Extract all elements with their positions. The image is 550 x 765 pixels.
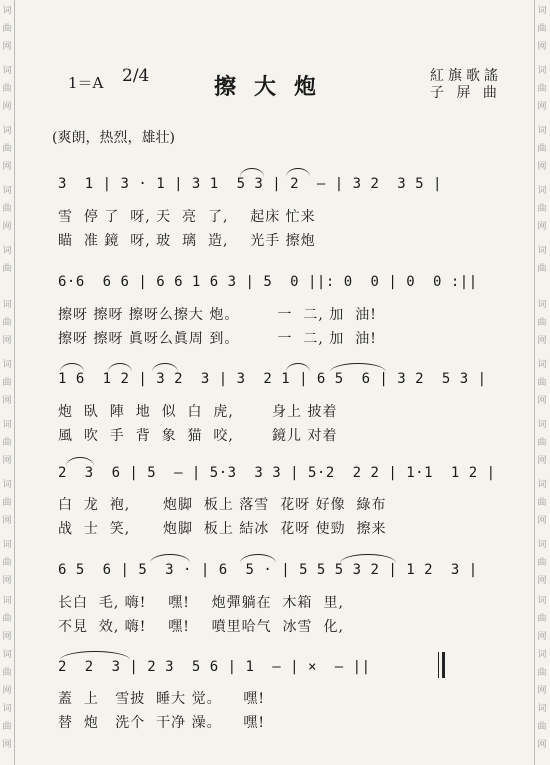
watermark-glyph: 曲	[2, 558, 12, 568]
watermark-glyph: 曲	[537, 84, 547, 94]
watermark-glyph: 曲	[537, 318, 547, 328]
watermark-glyph: 词	[537, 6, 547, 16]
notes-line-5: 6 5 6 | 5 3 · | 6 5 · | 5 5 5 3 2 | 1 2 3 |	[58, 562, 478, 578]
credits	[430, 68, 510, 102]
slur	[150, 554, 190, 563]
watermark-glyph: 词	[2, 300, 12, 310]
watermark-glyph: 词	[2, 360, 12, 370]
watermark-glyph: 曲	[537, 24, 547, 34]
slur	[240, 554, 276, 563]
watermark-glyph: 网	[537, 632, 547, 642]
watermark-glyph: 曲	[537, 204, 547, 214]
watermark-glyph: 曲	[2, 144, 12, 154]
key-signature: 1＝A	[68, 74, 104, 92]
slur	[60, 363, 84, 372]
watermark-glyph: 曲	[537, 722, 547, 732]
lyric-2-verse-2: 擦呀 擦呀 眞呀么眞周 到。 一 二, 加 油!	[58, 331, 377, 347]
lyric-5-verse-2: 不見 效, 嗨! 嘿! 噴里哈气 冰雪 化,	[58, 619, 344, 635]
lyric-3-verse-2: 風 吹 手 背 象 猫 咬, 鏡儿 对着	[58, 428, 338, 444]
watermark-glyph: 词	[2, 480, 12, 490]
lyric-4-verse-1: 白 龙 袍, 炮脚 板上 落雪 花呀 好像 綠布	[58, 497, 387, 513]
watermark-glyph: 词	[537, 246, 547, 256]
watermark-glyph: 曲	[2, 668, 12, 678]
watermark-glyph: 曲	[537, 438, 547, 448]
composer: 子 屏 曲	[430, 85, 501, 101]
watermark-glyph: 词	[2, 186, 12, 196]
final-barline-thin	[438, 652, 439, 678]
watermark-glyph: 词	[2, 420, 12, 430]
lyric-1-verse-1: 雪 停 了 呀, 天 亮 了, 起床 忙来	[58, 209, 316, 225]
watermark-glyph: 词	[2, 246, 12, 256]
watermark-glyph: 词	[537, 126, 547, 136]
tempo-marking: (爽朗，热烈，雄壮)	[52, 130, 175, 146]
watermark-glyph: 词	[537, 596, 547, 606]
watermark-glyph: 曲	[2, 614, 12, 624]
watermark-glyph: 词	[2, 596, 12, 606]
watermark-glyph: 曲	[537, 144, 547, 154]
watermark-glyph: 曲	[2, 378, 12, 388]
notes-line-1: 3 1 | 3 · 1 | 3 1 5 3 | 2 — | 3 2 3 5 |	[58, 176, 442, 192]
watermark-glyph: 网	[537, 686, 547, 696]
watermark-glyph: 词	[2, 704, 12, 714]
slur	[66, 457, 94, 466]
watermark-glyph: 曲	[2, 264, 12, 274]
notes-line-6: 2 2 3 | 2 3 5 6 | 1 — | × — ||	[58, 659, 371, 675]
notes-line-3: 1 6 1 2 | 3 2 3 | 3 2 1 | 6 5 6 | 3 2 5 3 |	[58, 371, 487, 387]
watermark-glyph: 词	[537, 540, 547, 550]
watermark-glyph: 词	[537, 650, 547, 660]
final-barline-thick	[442, 652, 445, 678]
watermark-glyph: 词	[537, 704, 547, 714]
notes-line-4: 2 3 6 | 5 — | 5·3 3 3 | 5·2 2 2 | 1·1 1 2 |	[58, 465, 496, 481]
watermark-glyph: 网	[2, 456, 12, 466]
watermark-glyph: 网	[2, 102, 12, 112]
watermark-glyph: 网	[2, 576, 12, 586]
slur	[152, 363, 178, 372]
watermark-glyph: 网	[537, 336, 547, 346]
watermark-glyph: 曲	[537, 558, 547, 568]
watermark-glyph: 曲	[2, 204, 12, 214]
watermark-glyph: 网	[2, 516, 12, 526]
watermark-glyph: 词	[537, 186, 547, 196]
watermark-glyph: 网	[537, 740, 547, 750]
slur	[286, 363, 310, 372]
watermark-glyph: 网	[537, 102, 547, 112]
watermark-glyph: 曲	[2, 84, 12, 94]
watermark-glyph: 网	[2, 740, 12, 750]
watermark-glyph: 词	[2, 650, 12, 660]
song-title: 擦大炮	[214, 74, 335, 100]
watermark-glyph: 曲	[2, 438, 12, 448]
slur	[330, 363, 386, 372]
lyric-6-verse-1: 蓋 上 雪披 睡大 觉。 嘿!	[58, 691, 266, 707]
watermark-glyph: 词	[537, 480, 547, 490]
watermark-glyph: 网	[2, 686, 12, 696]
watermark-glyph: 曲	[537, 668, 547, 678]
slur	[286, 168, 310, 177]
watermark-glyph: 曲	[537, 378, 547, 388]
lyric-1-verse-2: 瞄 准 鏡 呀, 玻 璃 造, 光手 擦炮	[58, 233, 316, 249]
slur	[340, 554, 396, 563]
watermark-glyph: 网	[537, 222, 547, 232]
watermark-glyph: 词	[2, 66, 12, 76]
lyric-2-verse-1: 擦呀 擦呀 擦呀么擦大 炮。 一 二, 加 油!	[58, 307, 377, 323]
watermark-glyph: 网	[2, 396, 12, 406]
watermark-glyph: 曲	[537, 614, 547, 624]
slur	[240, 168, 264, 177]
watermark-glyph: 曲	[2, 24, 12, 34]
slur	[108, 363, 132, 372]
lyric-5-verse-1: 长白 毛, 嗨! 嘿! 炮彈躺在 木箱 里,	[58, 595, 344, 611]
watermark-glyph: 网	[537, 456, 547, 466]
lyric-3-verse-1: 炮 臥 陣 地 似 白 虎, 身上 披着	[58, 404, 338, 420]
watermark-glyph: 曲	[537, 264, 547, 274]
notes-line-2: 6·6 6 6 | 6 6 1 6 3 | 5 0 ||: 0 0 | 0 0 :||	[58, 274, 478, 290]
watermark-glyph: 词	[537, 66, 547, 76]
watermark-glyph: 词	[537, 360, 547, 370]
watermark-glyph: 网	[537, 42, 547, 52]
watermark-glyph: 网	[2, 42, 12, 52]
watermark-glyph: 曲	[537, 498, 547, 508]
watermark-glyph: 网	[537, 162, 547, 172]
watermark-glyph: 曲	[2, 722, 12, 732]
lyric-6-verse-2: 替 炮 洗个 干净 澡。 嘿!	[58, 715, 266, 731]
lyric-4-verse-2: 战 士 笑, 炮脚 板上 結冰 花呀 使勁 擦来	[58, 521, 387, 537]
watermark-glyph: 网	[537, 576, 547, 586]
watermark-glyph: 网	[2, 336, 12, 346]
watermark-glyph: 词	[2, 126, 12, 136]
slur	[60, 651, 130, 660]
watermark-glyph: 词	[537, 420, 547, 430]
watermark-glyph: 词	[537, 300, 547, 310]
watermark-glyph: 网	[537, 396, 547, 406]
time-signature: 2/4	[122, 66, 150, 86]
watermark-glyph: 词	[2, 6, 12, 16]
watermark-glyph: 曲	[2, 498, 12, 508]
watermark-glyph: 网	[537, 516, 547, 526]
watermark-glyph: 词	[2, 540, 12, 550]
watermark-glyph: 网	[2, 162, 12, 172]
watermark-glyph: 网	[2, 222, 12, 232]
watermark-glyph: 网	[2, 632, 12, 642]
watermark-glyph: 曲	[2, 318, 12, 328]
lyric-source: 紅旗歌謠	[430, 68, 502, 84]
